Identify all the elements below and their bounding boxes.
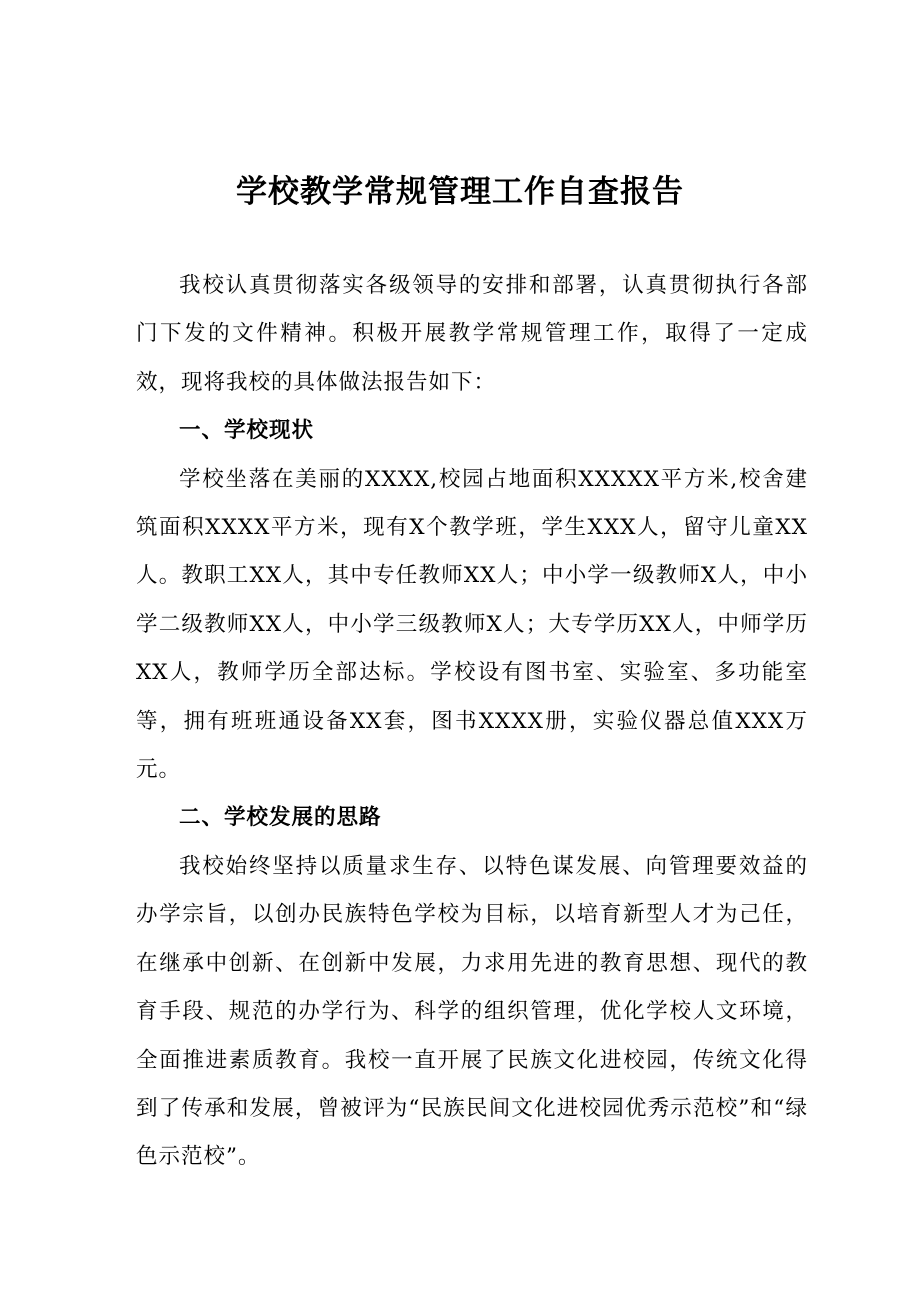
intro-paragraph: 我校认真贯彻落实各级领导的安排和部署，认真贯彻执行各部门下发的文件精神。积极开展教学常规管理工作，取得了一定成效，现将我校的具体做法报告如下：	[136, 273, 808, 395]
section-heading-status: 一、学校现状	[179, 418, 315, 444]
section-paragraph-development: 我校始终坚持以质量求生存、以特色谋发展、向管理要效益的办学宗旨，以创办民族特色学校为目标，以培育新型人才为己任，在继承中创新、在创新中发展，力求用先进的教育思想、现代的教育手段、规范的办学行为、科学的组织管理，优化学校人文环境，全面推进素质教育。我校一直开展了民族文化进校园，传统文化得到了传承和发展，曾被评为“民族民间文化进校园优秀示范校”和“绿色示范校”。	[136, 853, 808, 1170]
section-paragraph-status: 学校坐落在美丽的XXXX,校园占地面积XXXXX平方米,校舍建筑面积XXXX平方米，现有X个教学班，学生XXX人，留守儿童XX人。教职工XX人，其中专任教师XX人；中小学一级教师X人，中小学二级教师XX人，中小学三级教师X人；大专学历XX人，中师学历XX人，教师学历全部达标。学校设有图书室、实验室、多功能室等，拥有班班通设备XX套，图书XXXX册，实验仪器总值XXX万元。	[136, 466, 808, 783]
section-heading-development: 二、学校发展的思路	[179, 805, 382, 831]
document-body	[136, 262, 808, 1182]
document-title: 学校教学常规管理工作自查报告	[236, 174, 684, 210]
